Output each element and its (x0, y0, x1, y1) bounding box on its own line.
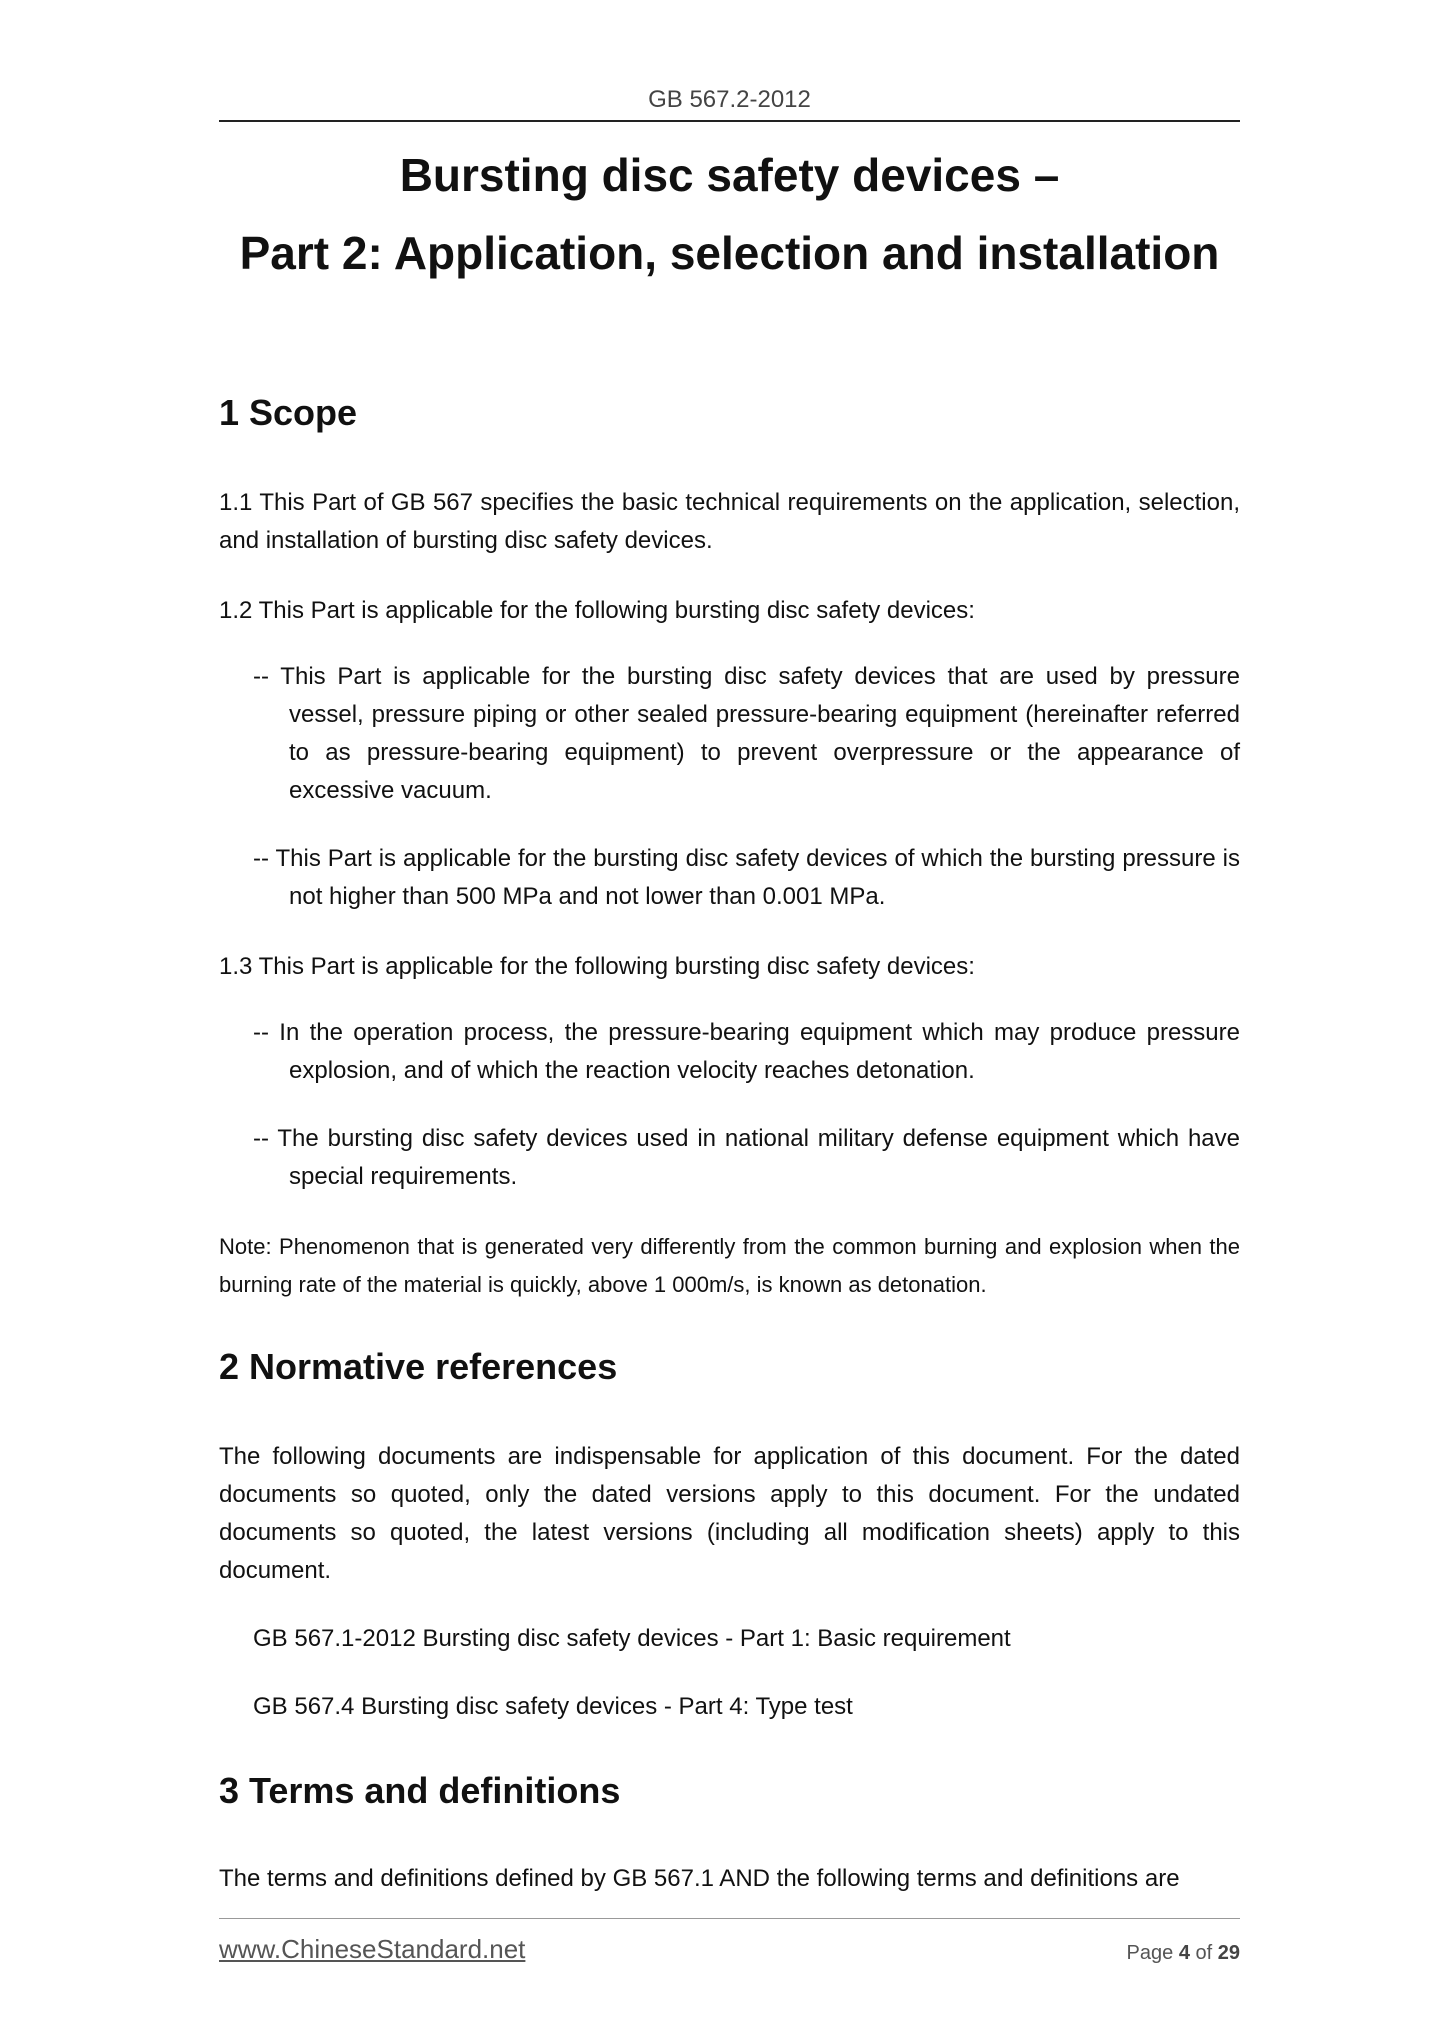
footer-divider (219, 1918, 1240, 1919)
section-heading-terms-definitions: 3 Terms and definitions (219, 1770, 621, 1811)
document-title-line-2: Part 2: Application, selection and installation (239, 227, 1220, 279)
clause-1-2-item-1: -- This Part is applicable for the bursting disc safety devices that are used by pressure vessel, pressure piping or other sealed pressure-bearing equipment (hereinafter referred to as pressure-bearing equipment) to prevent overpressure or the appearance of excessive vacuum. (253, 663, 1240, 804)
clause-1-3: 1.3 This Part is applicable for the following bursting disc safety devices: (219, 953, 975, 980)
clause-1-2-item-2: -- This Part is applicable for the bursting disc safety devices of which the bursting pressure is not higher than 500 MPa and not lower than 0.001 MPa. (253, 845, 1240, 910)
reference-item-1: GB 567.1-2012 Bursting disc safety devices - Part 1: Basic requirement (253, 1625, 1011, 1652)
document-title-line-1: Bursting disc safety devices – (399, 149, 1060, 201)
clause-1-2: 1.2 This Part is applicable for the following bursting disc safety devices: (219, 597, 975, 624)
section-heading-scope: 1 Scope (219, 392, 358, 433)
page-indicator (1127, 1942, 1240, 1965)
terms-definitions-intro: The terms and definitions defined by GB 567.1 AND the following terms and definitions are (219, 1865, 1180, 1892)
clause-1-3-item-2: -- The bursting disc safety devices used in national military defense equipment which have special requirements. (253, 1125, 1240, 1190)
page-total: 29 (1217, 1942, 1240, 1964)
section-heading-normative-references: 2 Normative references (219, 1346, 618, 1387)
clause-1-1: 1.1 This Part of GB 567 specifies the basic technical requirements on the application, selection, and installation of bursting disc safety devices. (219, 489, 1240, 554)
clause-1-3-item-1: -- In the operation process, the pressure-bearing equipment which may produce pressure explosion, and of which the reaction velocity reaches detonation. (253, 1019, 1240, 1084)
scope-note: Note: Phenomenon that is generated very differently from the common burning and explosion when the burning rate of the material is quickly, above 1 000m/s, is known as detonation. (219, 1234, 1240, 1297)
header-divider (219, 120, 1240, 122)
page-prefix: Page (1126, 1942, 1174, 1964)
header-standard-code: GB 567.2-2012 (648, 86, 811, 113)
reference-item-2: GB 567.4 Bursting disc safety devices - Part 4: Type test (253, 1693, 853, 1720)
footer-website-link[interactable]: www.ChineseStandard.net (219, 1934, 526, 1964)
page-of: of (1195, 1942, 1213, 1964)
normative-references-intro: The following documents are indispensable for application of this document. For the dated documents so quoted, only the dated versions apply to this document. For the undated documents so quoted, the latest versions (including all modification sheets) apply to this document. (219, 1443, 1240, 1584)
page-current: 4 (1178, 1942, 1190, 1964)
